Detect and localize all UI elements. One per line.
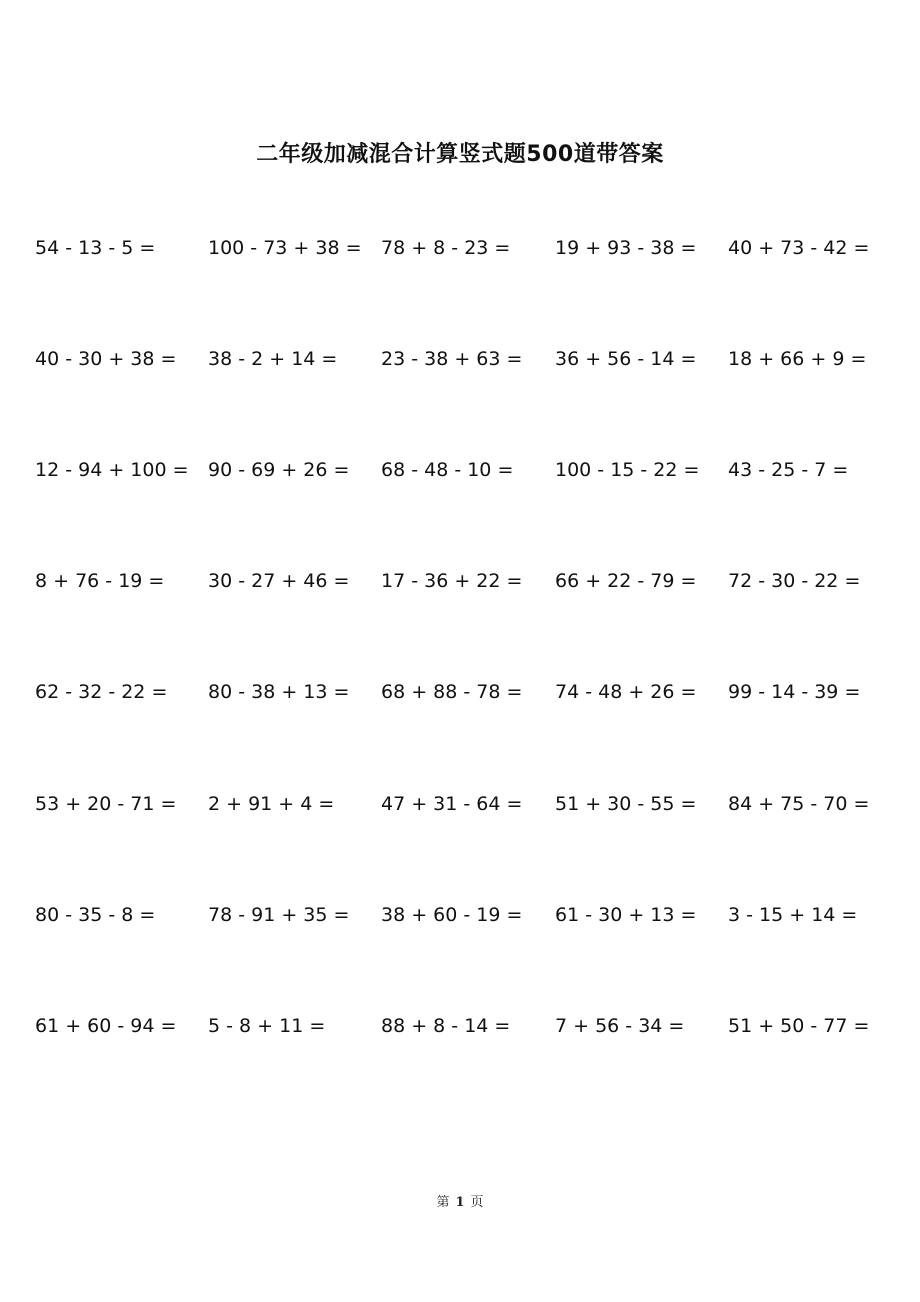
math-problem: 47 + 31 - 64 = <box>381 793 523 815</box>
math-problem: 100 - 15 - 22 = <box>555 459 700 481</box>
math-problem: 40 - 30 + 38 = <box>35 348 177 370</box>
math-problem: 8 + 76 - 19 = <box>35 570 165 592</box>
math-problem: 66 + 22 - 79 = <box>555 570 697 592</box>
math-problem: 18 + 66 + 9 = <box>728 348 867 370</box>
problem-row <box>35 452 905 488</box>
math-problem: 53 + 20 - 71 = <box>35 793 177 815</box>
problem-row <box>35 786 905 822</box>
math-problem: 40 + 73 - 42 = <box>728 237 870 259</box>
math-problem: 61 - 30 + 13 = <box>555 904 697 926</box>
problem-grid <box>35 230 905 1110</box>
math-problem: 7 + 56 - 34 = <box>555 1015 685 1037</box>
math-problem: 78 + 8 - 23 = <box>381 237 511 259</box>
math-problem: 2 + 91 + 4 = <box>208 793 335 815</box>
page-title: 二年级加减混合计算竖式题500道带答案 <box>256 142 664 167</box>
page-footer <box>0 1192 920 1214</box>
problem-row <box>35 563 905 599</box>
problem-row <box>35 897 905 933</box>
problem-row <box>35 1008 905 1044</box>
math-problem: 17 - 36 + 22 = <box>381 570 523 592</box>
math-problem: 72 - 30 - 22 = <box>728 570 861 592</box>
problem-row <box>35 230 905 266</box>
math-problem: 74 - 48 + 26 = <box>555 681 697 703</box>
math-problem: 80 - 35 - 8 = <box>35 904 156 926</box>
math-problem: 90 - 69 + 26 = <box>208 459 350 481</box>
math-problem: 30 - 27 + 46 = <box>208 570 350 592</box>
math-problem: 12 - 94 + 100 = <box>35 459 189 481</box>
footer-suffix: 页 <box>470 1195 484 1210</box>
math-problem: 80 - 38 + 13 = <box>208 681 350 703</box>
footer-prefix: 第 <box>436 1195 450 1210</box>
problem-row <box>35 674 905 710</box>
math-problem: 61 + 60 - 94 = <box>35 1015 177 1037</box>
math-problem: 51 + 50 - 77 = <box>728 1015 870 1037</box>
math-problem: 36 + 56 - 14 = <box>555 348 697 370</box>
math-problem: 38 + 60 - 19 = <box>381 904 523 926</box>
problem-row <box>35 341 905 377</box>
math-problem: 100 - 73 + 38 = <box>208 237 362 259</box>
math-problem: 88 + 8 - 14 = <box>381 1015 511 1037</box>
math-problem: 5 - 8 + 11 = <box>208 1015 326 1037</box>
page-number: 1 <box>455 1195 465 1210</box>
math-problem: 19 + 93 - 38 = <box>555 237 697 259</box>
math-problem: 68 - 48 - 10 = <box>381 459 514 481</box>
math-problem: 23 - 38 + 63 = <box>381 348 523 370</box>
math-problem: 54 - 13 - 5 = <box>35 237 156 259</box>
math-problem: 3 - 15 + 14 = <box>728 904 858 926</box>
math-problem: 78 - 91 + 35 = <box>208 904 350 926</box>
math-problem: 51 + 30 - 55 = <box>555 793 697 815</box>
math-problem: 43 - 25 - 7 = <box>728 459 849 481</box>
math-problem: 68 + 88 - 78 = <box>381 681 523 703</box>
math-problem: 62 - 32 - 22 = <box>35 681 168 703</box>
math-problem: 99 - 14 - 39 = <box>728 681 861 703</box>
math-problem: 38 - 2 + 14 = <box>208 348 338 370</box>
math-problem: 84 + 75 - 70 = <box>728 793 870 815</box>
